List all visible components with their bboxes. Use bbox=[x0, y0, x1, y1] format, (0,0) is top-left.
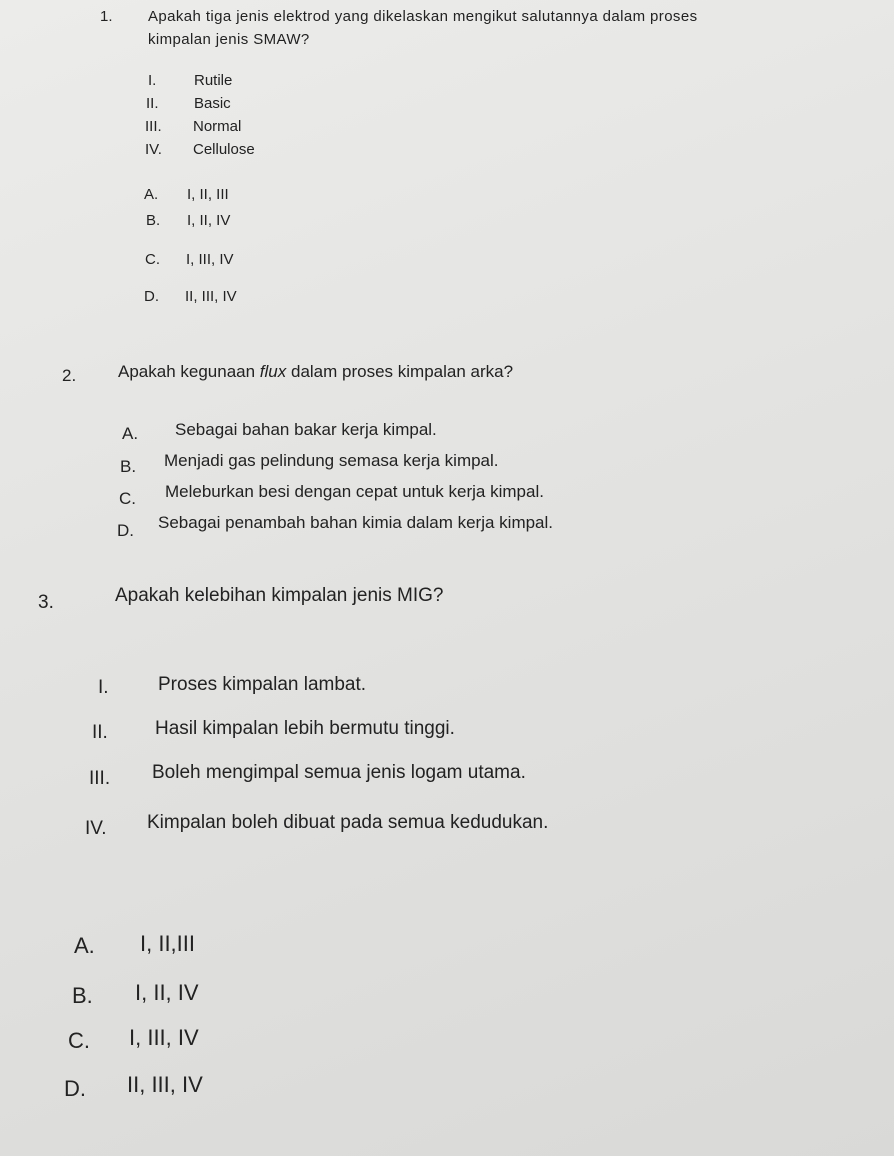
option-text: I, III, IV bbox=[186, 251, 234, 268]
item-number: III. bbox=[89, 768, 111, 789]
option-letter: C. bbox=[68, 1028, 90, 1053]
question-number: 2. bbox=[62, 366, 77, 385]
question-text: Apakah kelebihan kimpalan jenis MIG? bbox=[115, 585, 444, 606]
option-text: I, II, IV bbox=[187, 212, 231, 229]
option-letter: A. bbox=[122, 424, 139, 443]
option-letter: C. bbox=[145, 251, 160, 268]
question-text: kimpalan jenis SMAW? bbox=[148, 31, 310, 48]
option-letter: B. bbox=[72, 983, 93, 1008]
item-text: Rutile bbox=[194, 72, 233, 89]
option-letter: C. bbox=[119, 489, 136, 508]
option-letter: A. bbox=[74, 933, 95, 958]
question-text: Apakah kegunaan flux dalam proses kimpalan arka? bbox=[118, 362, 514, 381]
option-text: I, III, IV bbox=[129, 1025, 199, 1050]
item-text: Kimpalan boleh dibuat pada semua kedudukan. bbox=[147, 812, 549, 833]
option-letter: D. bbox=[117, 521, 134, 540]
question-number: 3. bbox=[38, 592, 54, 613]
item-number: III. bbox=[145, 118, 162, 135]
item-number: IV. bbox=[85, 818, 107, 839]
item-number: I. bbox=[98, 677, 109, 698]
option-text: Meleburkan besi dengan cepat untuk kerja kimpal. bbox=[165, 482, 544, 501]
option-letter: D. bbox=[64, 1076, 86, 1101]
option-text: I, II, III bbox=[187, 186, 229, 203]
question-number: 1. bbox=[100, 8, 113, 25]
option-text: Sebagai bahan bakar kerja kimpal. bbox=[175, 420, 437, 439]
item-text: Hasil kimpalan lebih bermutu tinggi. bbox=[155, 718, 455, 739]
option-letter: A. bbox=[144, 186, 159, 203]
option-text: I, II, IV bbox=[135, 980, 199, 1005]
option-text: Sebagai penambah bahan kimia dalam kerja kimpal. bbox=[158, 513, 554, 532]
option-text: I, II,III bbox=[140, 931, 196, 956]
question-text: Apakah tiga jenis elektrod yang dikelaskan mengikut salutannya dalam proses bbox=[148, 8, 698, 25]
item-text: Basic bbox=[194, 95, 231, 112]
option-letter: D. bbox=[144, 288, 159, 305]
item-text: Cellulose bbox=[193, 141, 255, 158]
item-number: I. bbox=[148, 72, 157, 89]
item-number: II. bbox=[92, 722, 108, 743]
option-text: II, III, IV bbox=[127, 1072, 203, 1097]
item-text: Proses kimpalan lambat. bbox=[158, 674, 367, 695]
option-letter: B. bbox=[120, 457, 137, 476]
item-text: Boleh mengimpal semua jenis logam utama. bbox=[152, 762, 526, 783]
option-text: II, III, IV bbox=[185, 288, 237, 305]
option-letter: B. bbox=[146, 212, 161, 229]
option-text: Menjadi gas pelindung semasa kerja kimpal. bbox=[164, 451, 499, 470]
item-number: IV. bbox=[145, 141, 162, 158]
item-text: Normal bbox=[193, 118, 242, 135]
item-number: II. bbox=[146, 95, 159, 112]
